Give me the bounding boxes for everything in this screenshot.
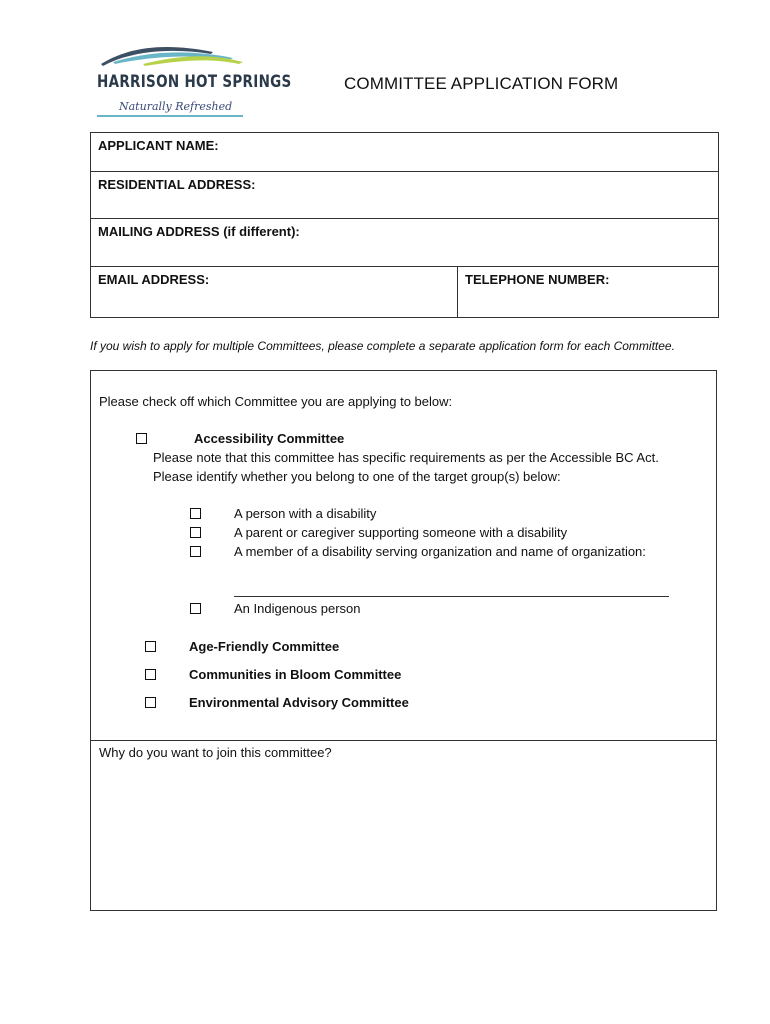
group-disability-label: A person with a disability	[234, 506, 377, 521]
multiple-committees-note: If you wish to apply for multiple Committees, please complete a separate application form for each Committee.	[90, 339, 675, 353]
environmental-advisory-checkbox[interactable]	[145, 697, 156, 708]
group-indigenous-label: An Indigenous person	[234, 601, 361, 616]
mailing-address-label: MAILING ADDRESS (if different):	[98, 224, 300, 239]
applicant-name-label: APPLICANT NAME:	[98, 138, 219, 153]
residential-address-label: RESIDENTIAL ADDRESS:	[98, 177, 256, 192]
group-disability-checkbox[interactable]	[190, 508, 201, 519]
logo-tagline: Naturally Refreshed	[119, 100, 233, 113]
mailing-address-field[interactable]	[91, 219, 718, 267]
environmental-advisory-label: Environmental Advisory Committee	[189, 695, 409, 710]
why-join-label: Why do you want to join this committee?	[99, 745, 332, 760]
logo-waves-icon	[93, 42, 245, 74]
accessibility-committee-label: Accessibility Committee	[194, 431, 345, 446]
residential-address-field[interactable]	[91, 172, 718, 219]
communities-in-bloom-label: Communities in Bloom Committee	[189, 667, 402, 682]
section-divider	[91, 740, 716, 741]
email-address-label: EMAIL ADDRESS:	[98, 272, 210, 287]
accessibility-committee-checkbox[interactable]	[136, 433, 147, 444]
group-caregiver-checkbox[interactable]	[190, 527, 201, 538]
applicant-name-field[interactable]	[91, 133, 718, 172]
applicant-info-table	[90, 132, 719, 318]
age-friendly-committee-label: Age-Friendly Committee	[189, 639, 340, 654]
group-caregiver-label: A parent or caregiver supporting someone with a disability	[234, 525, 568, 540]
why-join-answer-area[interactable]	[91, 763, 716, 910]
organization-name-line[interactable]	[234, 596, 669, 597]
page-title: COMMITTEE APPLICATION FORM	[344, 74, 619, 93]
communities-in-bloom-checkbox[interactable]	[145, 669, 156, 680]
logo-name: HARRISON HOT SPRINGS	[97, 72, 292, 92]
telephone-number-label: TELEPHONE NUMBER:	[465, 272, 610, 287]
age-friendly-committee-checkbox[interactable]	[145, 641, 156, 652]
accessibility-note-line2: Please identify whether you belong to one of the target group(s) below:	[153, 469, 561, 484]
telephone-number-field[interactable]	[458, 267, 718, 317]
logo-underline	[97, 115, 243, 117]
group-organization-checkbox[interactable]	[190, 546, 201, 557]
harrison-hot-springs-logo	[93, 42, 292, 118]
committee-selection-box	[90, 370, 717, 911]
group-indigenous-checkbox[interactable]	[190, 603, 201, 614]
accessibility-note-line1: Please note that this committee has specific requirements as per the Accessible BC Act.	[153, 450, 659, 465]
contact-row	[91, 267, 718, 317]
committee-prompt: Please check off which Committee you are applying to below:	[99, 394, 453, 409]
email-address-field[interactable]	[91, 267, 458, 317]
group-organization-label: A member of a disability serving organization and name of organization:	[234, 544, 646, 559]
